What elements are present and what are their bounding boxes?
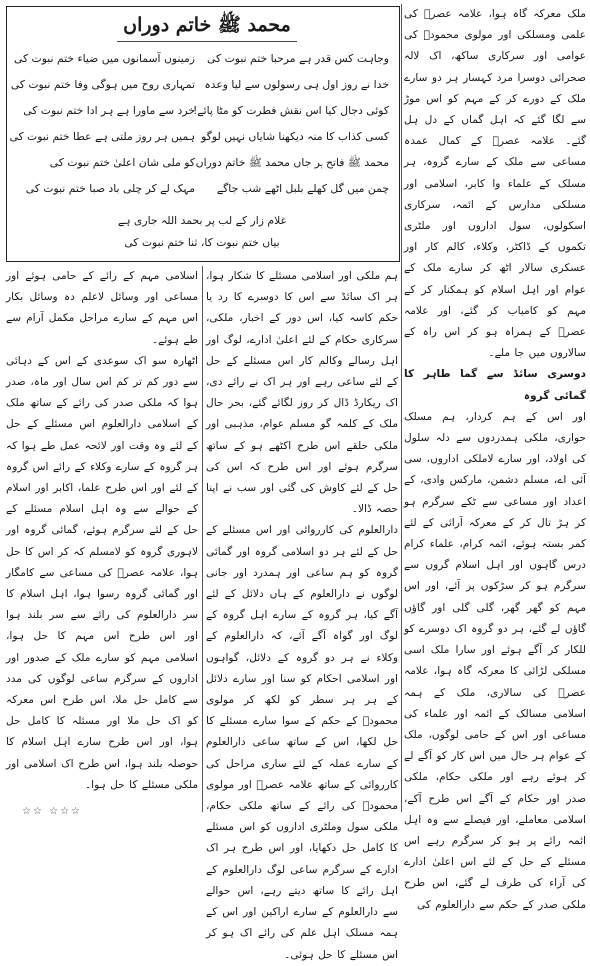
column-divider — [202, 266, 203, 812]
verse-second-hemistich: تمہاری روح میں ہوگی وفا ختم نبوت کی — [10, 78, 195, 91]
verse-second-hemistich: مہک لے کر چلی باد صبا ختم نبوت کی — [25, 182, 195, 195]
verse-first-hemistich: چمن میں گل کھلے بلبل اٹھے شب جاگے — [216, 182, 389, 195]
poem-verse-row — [13, 49, 393, 68]
poem-verse-row — [13, 101, 393, 120]
end-stars-ornament: ☆☆ ☆☆☆ — [22, 806, 83, 817]
article-paragraph: ملک معرکہ گاہ ہوا، علامہ عصرؒ کی علمی ومسلکی اور مولوی محمودؒ کی عوامی اور سرکاری ساکھ، اک لالہ صحرائی دوسرا مرد کہسار ہر دو سارے ملک کے دورے کر کے مہم کو اس موڑ سے لگا گئے کہ اہل گماں کے دل ہل گئے۔ علامہ عصرؒ کے کمال عمدہ مساعی سے ملک کے سارے گروہ، ہر مسلک کے علماء وا کابر، اسلامی اور مسلکی مدارس کے ائمہ، سرکاری اسکولوں، سول اداروں اور ملٹری تکموں کے ڈاکٹر، وکلاء، کالم کار اور عسکری سالار اٹھ کر سارے ملک کے عوام اور اہل اسلام کو ہمکنار کر کے مہم کو کامیاب کر گئے، اور علامہ عصرؒ کے ہمراہ ہو کر اس راہ کے سالاروں میں جا ملے۔ — [404, 8, 586, 360]
verse-first-hemistich: خدا نے روز اول ہی رسولوں سے لیا وعدہ — [204, 78, 389, 91]
poem-title: محمد ﷺ خاتم دوراں — [123, 14, 291, 36]
article-paragraph: اور اس کے ہم کردار، ہم مسلک حواری، ملکی ہمدردوں سے دلہ سلول کی اولاد، اور سارے لاملکی اداروں، سی آئی اے، مسلم دشمن، مارکس وادی، کے اعداد اور مساعی سے ٹکے سرگرم ہو کر ہڑ تال کر کے معرکہ آرائی کے لئے کمر بستہ ہوئے، ائمہ کرام، علماء کرام درس گاہوں اور اہل اسلام گروں سے سرگرم ہو کر سڑکوں پر آئے، اور اس مہم کو گھر گھر، گلی گلی اور گاؤں گاؤں لے گئے، ہر دو گروہ اک دوسرے کو للکار کر آگے ہوئے اور سارا ملک اسی مسلکی لڑائی کا معرکہ گاہ ہوا، علامہ عصرؒ کی سالاری، ملک کے ہمہ اسلامی مسالک کے ائمہ اور علماء کی مساعی اور اس کے حامی لوگوں، ملک کے عوام ہر حال میں اس کار کو آگے لے کر ہوئے رہے اور ملکی حکام، ملکی صدر اور حکام کے آگے اس طرح آکے، اسلامی معاملے، اور فیصلے سے وہ اہل ائمہ رائے پر ہو کر سرگرم رہے اس مسئلے کے حل کے لئے اس اعلیٰ ادارے کی آراء کی طرف لے گئے، اس طرح ملکی صدر کے حکم سے دارالعلوم کی — [404, 410, 586, 911]
article-column-right — [404, 4, 586, 911]
article-paragraph: ہم ملکی اور اسلامی مسئلے کا شکار ہوا، ہر اک سائڈ سے اس کا دوسرے کا رد یا حکم کاسہ کیا، اس دور کے اخبار، ملکی، سرکاری حکام کے لئے اعلیٰ ادارے، لوگ اور اہل رسالے وکالم کار اس مسئلے کے حل کے لئے ساعی رہے اور ہر اک نے رائے دی، اک ریکارڈ ڈال کر روز لگائے گئے، بحر حال ملک کے کلمہ گو مسلم عوام، مذہبی اور ملکی حلقے اس طرح اکٹھے ہو کے ساتھ سرگرم ہوئے اور اس طرح کہ اس کی حل کے لئے کاوش کی گئی اور سب نے اپنا حصہ ڈالا۔ — [206, 270, 398, 516]
verse-first-hemistich: وجاہت کس قدر ہے مرحبا ختم نبوت کی — [207, 52, 389, 65]
article-column-middle — [206, 266, 398, 961]
article-column-left — [6, 266, 198, 812]
verse-second-hemistich: کو ملی شان اعلیٰ ختم نبوت کی — [49, 156, 195, 169]
poem-couplet-line: غلام زار کے لب پر بحمد اللہ جاری ہے — [117, 214, 287, 227]
article-paragraph: اسلامی مہم کے رائے کے حامی ہوئے اور مساعی اور وسائل لاعلم دہ وسائل بکار اس مہم کے سارے مراحل مکمل آرام سے طے ہوئے۔ — [6, 270, 198, 346]
poem-verse-row — [13, 153, 393, 172]
verse-first-hemistich: کوئی دجال کیا اس نقش فطرت کو مٹا پائے! — [192, 104, 389, 117]
article-paragraph: اٹھارہ سو اک سوعدی کے اس کے دہائی سے دور کم تر کم اس سال اور ماہ، صدر ہوا کہ ملکی صدر کی رائے کے ساتھ ملک کے اسلامی دارالعلوم اس مسئلے کے حل کے لئے وہ وقت اور لائحہ عمل طے ہوا کہ ہر گروہ کے سارے وکلاء کے رائے اس گروہ کے لئے اور اس طرح علما، اکابر اور اسلام کے حوالے سے وہ اہل اسلام مسئلے کے حل کے لئے سرگرم ہوئے، گمائی گروہ اور لاہوری گروہ کو لامسلم کہ کر اس کا حل ہوا، علامہ عصرؒ کی مساعی سے کامگار اور گمائی گروہ رسوا ہوا، اہل اسلام کا سر دارالعلوم کی رائے سے سر بلند ہوا اور اس طرح اس مہم کا حل ہوا، اسلامی مہم کو سارے ملک کے صدور اور اداروں کے سرگرم ساعی لوگوں کی مدد سے کامل حل ملا، اس طرح اس معرکہ کو اک حل ملا اور مسئلہ کا کامل حل ہوا، اور اس طرح سارے اہل اسلام کا حوصلہ بلند ہوا، اس طرح اک اسلامی اور ملکی مسئلے کا حل ہوا۔ — [6, 354, 198, 791]
verse-second-hemistich: خرد سے ماورا ہے ہر ادا ختم نبوت کی — [23, 104, 195, 117]
poem-box — [6, 6, 400, 262]
poem-title-underline — [117, 41, 297, 42]
verse-second-hemistich: زمینوں آسمانوں میں ضیاء ختم نبوت کی — [13, 52, 195, 65]
verse-first-hemistich: محمد ﷺ فاتح ہر جاں محمد ﷺ خاتم دوراں — [195, 156, 389, 169]
article-paragraph: دارالعلوم کی کارروائی اور اس مسئلے کے حل کے لئے ہر دو اسلامی گروہ اور گمائی گروہ کو ہم ساعی اور ہمدرد اور جانی لوگوں نے دارالعلوم کے ہاں دلائل کے لئے آگے کیا، ہر گروہ کے سارے اہل گروہ کے لوگ اور گواہ آگے آئے، کہ دارالعلوم کے وکلاء نے ہر دو گروہ کے دلائل، گواہوں اور اسلامی احکام کو سنا اور سارے دلائل کے ہر ہر سطر کو لکھ کر مولوی محمودؒ کے حکم کے سوا سارے مسئلے کا حل لکھا، اس کے ساتھ ساعی دارالعلوم کے سارے عملہ کے لئے ساری مراحل کی کارروائی کے ساتھ علامہ عصرؒ اور مولوی محمودؒ کی رائے کے ساتھ ملکی حکام، ملکی سول وملٹری اداروں کو اس مسئلے کا کامل حل دکھایا، اور اس طرح ہر اک ادارے کے سرگرم ساعی لوگ دارالعلوم کے اہل رائے کا ساتھ دیتے رہے، اس حوالے سے دارالعلوم کے سارے اراکین اور اس کے ہمہ مسلک اہل علم کی رائے اک ہو کر اس مسئلے کا حل ہوئی۔ — [206, 524, 398, 961]
verse-second-hemistich: ہمیں ہر روز ملتی ہے عطا ختم نبوت کی — [9, 130, 195, 143]
poem-verse-row — [10, 75, 393, 94]
poem-verse-row — [9, 127, 393, 146]
verse-first-hemistich: کسی کذاب کا منہ دیکھنا شایاں نہیں لوگو — [201, 130, 389, 143]
poem-verse-row — [13, 179, 393, 198]
article-subheading: دوسری سائڈ سے گما طاہر کا گمائی گروہ — [404, 368, 586, 402]
column-divider — [401, 4, 402, 812]
poem-couplet-line: بیاں ختم نبوت کا، ثنا ختم نبوت کی — [124, 236, 280, 249]
